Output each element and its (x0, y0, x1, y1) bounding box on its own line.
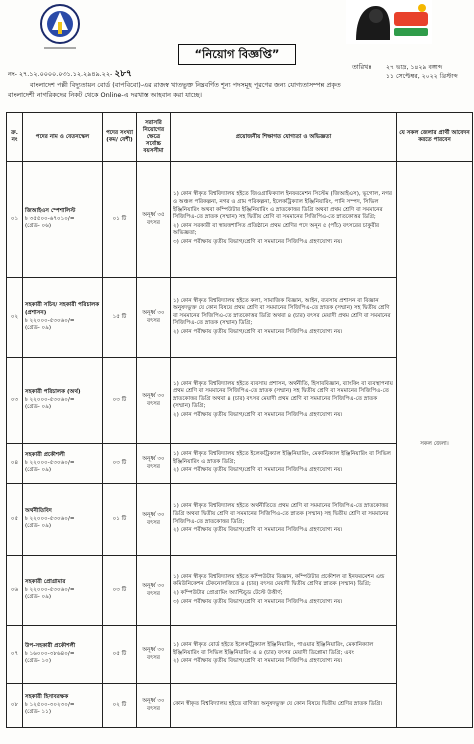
serial-cell: ০৬ (7, 556, 23, 626)
qualification-item: ৩) কোন পরীক্ষায় তৃতীয় বিভাগ/শ্রেণি বা সমমানের সিজিপিএ গ্রহণযোগ্য নয়। (173, 238, 343, 245)
table-row (7, 162, 473, 278)
age-limit-cell: অনূর্ধ্ব ৩০ বৎসর (137, 358, 171, 444)
post-count-cell: ০১ টি (103, 162, 137, 278)
post-count-cell: ০৫ টি (103, 626, 137, 684)
eligible-districts-cell: সকল জেলা। (397, 162, 473, 728)
date-label: তারিখঃ (352, 63, 372, 71)
serial-cell: ০৮ (7, 684, 23, 728)
intro-line-2: বাংলাদেশী নাগরিকদের নিকট থেকে Online-এ দরখাস্ত আহবান করা যাচ্ছে। (8, 91, 202, 99)
post-count-cell: ০৩ টি (103, 556, 137, 626)
qualification-item: ২) কোন পরীক্ষায় তৃতীয় বিভাগ/শ্রেণি বা সমমানের সিজিপিএ গ্রহণযোগ্য নয়। (173, 467, 343, 474)
post-name: সহকারী প্রোগ্রামার (25, 579, 66, 586)
post-count-cell: ০১ টি (103, 484, 137, 556)
post-name: সহকারী পরিচালক (অর্থ) (25, 389, 81, 396)
intro-line-1: বাংলাদেশ পল্লী বিদ্যুতায়ন বোর্ড (বাপবিবো)-এর রাজস্ব খাতভুক্ত নিম্নবর্ণিত শূন্য পদসমূহ পূরণের জন্য যোগ্যতাসম্পন্ন প্রকৃত (30, 81, 341, 89)
notice-title: “নিয়োগ বিজ্ঞপ্তি” (178, 44, 296, 65)
pay-grade: (গ্রেড- ০৯) (25, 325, 52, 332)
qualification-cell (171, 684, 397, 728)
qualification-item: ২) কোন পরীক্ষায় তৃতীয় বিভাগ/শ্রেণি বা সমমানের সিজিপিএ গ্রহণযোগ্য নয়। (173, 328, 343, 335)
age-limit-cell: অনূর্ধ্ব ৩০ বৎসর (137, 484, 171, 556)
header-age: সরাসরি নিয়োগের ক্ষেত্রে সর্বোচ্চ বয়সসীমা (137, 113, 171, 162)
post-count-cell: ০৩ টি (103, 358, 137, 444)
serial-cell: ০২ (7, 278, 23, 358)
posts-table (6, 112, 473, 728)
post-name: অর্থনীতিবিদ (25, 508, 52, 515)
serial-cell: ০৩ (7, 358, 23, 444)
post-count-cell: ১৫ টি (103, 278, 137, 358)
post-cell (23, 556, 103, 626)
post-cell (23, 162, 103, 278)
pay-grade: (গ্রেড- ১১) (25, 709, 51, 716)
qualification-item: ২) কোন পরীক্ষায় তৃতীয় বিভাগ/শ্রেণি বা সমমানের সিজিপিএ গ্রহণযোগ্য নয়। (173, 411, 343, 418)
qualification-cell (171, 484, 397, 556)
pay-scale: ৳ ১২৫০০-৩০২৩০/= (25, 701, 75, 708)
qualification-item: কোন স্বীকৃত বিশ্ববিদ্যালয় হইতে বাণিজ্য অনুষদভুক্ত যে কোন বিষয়ে দ্বিতীয় শ্রেণির স্নাতক ডিগ্রি। (173, 701, 383, 708)
qualification-item: ১) কোন স্বীকৃত বিশ্ববিদ্যালয় হইতে ব্যবসায় প্রশাসন, অর্থনীতি, হিসাববিজ্ঞান, ব্যাংকিং বা ব্যবস্থাপনায় প্রথম শ্রেণি বা সমমানের সিজিপিএ-তে স্নাতক (সম্মান) সহ দ্বিতীয় শ্রেণি বা সমমানের সিজিপিএ-তে স্নাতকোত্তর ডিগ্রি অথবা ৪ (চার) বৎসর মেয়াদী প্রথম শ্রেণি বা সমমানের সিজিপিএ-তে স্নাতক (সম্মান) ডিগ্রি; (173, 380, 393, 410)
qualification-item: ২) কোন সরকারী বা স্বায়ত্তশাসিত প্রতিষ্ঠানে প্রথম শ্রেণির পদে অনূন ৫ (পাঁচ) বৎসরের চাকুরীর অভিজ্ঞতা; (173, 222, 380, 237)
date-bangla: ২৭ ভাদ্র, ১৪২৯ বঙ্গাব্দ (386, 64, 443, 71)
qualification-item: ১) কোন স্বীকৃত বোর্ড হইতে ইলেকট্রিক্যাল ইঞ্জিনিয়ারিং, পাওয়ার ইঞ্জিনিয়ারিং, মেকানিক্যাল ইঞ্জিনিয়ারিং বা সিভিল ইঞ্জিনিয়ারিং এ ৪ (চার) বৎসর মেয়াদী ডিপ্লোমা ডিগ্রি; এবং (173, 642, 374, 656)
qualification-item: ১) কোন স্বীকৃত বিশ্ববিদ্যালয় হইতে অর্থনীতিতে প্রথম শ্রেণি বা সমমানের সিজিপিএ-তে স্নাতকোত্তর ডিগ্রি অথবা দ্বিতীয় শ্রেণি বা সমমানের সিজিপিএ-তে স্নাতক (সম্মান) সহ দ্বিতীয় শ্রেণি বা সমমানের সিজিপিএ-তে স্নাতকোত্তর ডিগ্রি; (173, 503, 389, 525)
post-name: জিআইএস স্পেশালিস্ট (25, 208, 76, 215)
post-count-cell: ০৩ টি (103, 444, 137, 484)
post-name: সহকারী সচিব/ সহকারী পরিচালক (প্রশাসন) (25, 302, 100, 316)
date-gregorian: ১১ সেপ্টেম্বর, ২০২২ খ্রিস্টাব্দ (386, 73, 458, 80)
memo-number: ২৮৭ (114, 69, 132, 79)
qualification-item: ১) কোন স্বীকৃত বিশ্ববিদ্যালয় হইতে জিওগ্রাফিক্যাল ইনফরমেশন সিস্টেম (জিআইএস), ভূগোল, নগর ও অঞ্চল পরিকল্পনা, নগর ও গ্রাম পরিকল্পনা, ইলেকট্রিক্যাল ইঞ্জিনিয়ারিং, পানি সম্পদ, সিভিল ইঞ্জিনিয়ারিং অথবা কম্পিউটার ইঞ্জিনিয়ারিং এ স্নাতকোত্তর ডিগ্রি অথবা প্রথম শ্রেণি বা সমমানের সিজিপিএ-তে স্নাতক (সম্মান) সহ দ্বিতীয় শ্রেণি বা সমমানের সিজিপিএ-তে স্নাতকোত্তর ডিগ্রি; (173, 191, 392, 221)
qualification-item: ১) কোন স্বীকৃত বিশ্ববিদ্যালয় হইতে ইলেকট্রিক্যাল ইঞ্জিনিয়ারিং, মেকানিক্যাল ইঞ্জিনিয়ারিং বা সিভিল ইঞ্জিনিয়ারিং এ স্নাতক ডিগ্রি; (173, 451, 391, 465)
table-body (7, 162, 473, 728)
header-serial: ক্র. নং (7, 113, 23, 162)
post-name: সহকারী হিসাবরক্ষক (25, 694, 69, 701)
post-name: উপ-সহকারী প্রকৌশলী (25, 643, 76, 650)
memo-reference (8, 66, 132, 81)
post-cell (23, 484, 103, 556)
age-limit-cell: অনূর্ধ্ব ৩০ বৎসর (137, 556, 171, 626)
qualification-cell (171, 556, 397, 626)
post-cell (23, 278, 103, 358)
reb-logo (38, 2, 82, 52)
header-count: পদের সংখ্যা (কম/ বেশী) (103, 113, 137, 162)
serial-cell: ০৫ (7, 484, 23, 556)
header-post: পদের নাম ও বেতনস্কেল (23, 113, 103, 162)
pay-scale: ৳ ২২০০০-৫৩০৬০/= (25, 459, 75, 466)
serial-cell: ০৭ (7, 626, 23, 684)
header-qualification: প্রয়োজনীয় শিক্ষাগত যোগ্যতা ও অভিজ্ঞতা (171, 113, 397, 162)
qualification-item: ১) কোন স্বীকৃত বিশ্ববিদ্যালয় হইতে কলা, সামাজিক বিজ্ঞান, আইন, ব্যবসায় প্রশাসন বা বিজ্ঞান অনুষদভুক্ত যে কোন বিষয়ে প্রথম শ্রেণি বা সমমানের সিজিপিএ-তে স্নাতক (সম্মান) সহ দ্বিতীয় শ্রেণি বা সমমানের সিজিপিএ-তে স্নাতকোত্তর ডিগ্রি অথবা ৪ (চার) বৎসর মেয়াদী প্রথম শ্রেণি বা সমমানের সিজিপিএ-তে স্নাতক (সম্মান) ডিগ্রি; (173, 297, 391, 327)
pay-scale: ৳ ১৬০০০-৩৮৬৪০/= (25, 650, 75, 657)
age-limit-cell: অনূর্ধ্ব ৩০ বৎসর (137, 684, 171, 728)
qualification-cell (171, 278, 397, 358)
pay-scale: ৳ ২২০০০-৫৩০৬০/= (25, 515, 75, 522)
pay-scale: ৳ ৩৫৫০০-৬৭০১০/= (25, 215, 75, 222)
post-cell (23, 684, 103, 728)
age-limit-cell: অনূর্ধ্ব ৩০ বৎসর (137, 626, 171, 684)
pay-scale: ৳ ২২০০০-৫৩০৬০/= (25, 317, 75, 324)
memo-label: নং- ২৭.১২.০০০০.০৩১.১২.২৯৪৯.২২- (8, 70, 113, 78)
age-limit-cell: অনূর্ধ্ব ৩০ বৎসর (137, 278, 171, 358)
age-limit-cell: অনূর্ধ্ব ৩৫ বৎসর (137, 162, 171, 278)
qualification-item: ২) কোন পরীক্ষায় তৃতীয় বিভাগ/শ্রেণি বা সমমানের সিজিপিএ গ্রহণযোগ্য নয়। (173, 527, 343, 534)
qualification-item: ৩) কোন পরীক্ষায় তৃতীয় বিভাগ/শ্রেণি বা সমমানের সিজিপিএ গ্রহণযোগ্য নয়। (173, 598, 343, 605)
qualification-item: ১) কোন স্বীকৃত বিশ্ববিদ্যালয় হইতে কম্পিউটার বিজ্ঞান, কম্পিউটার প্রকৌশল বা ইনফরমেশন এন্ড কমিউনিকেশন টেকনোলজিতে ৪ (চার) বৎসর মেয়াদী দ্বিতীয় শ্রেণির স্নাতক (সম্মান) ডিগ্রি; (173, 573, 385, 588)
table-header-row (7, 113, 473, 162)
pay-grade: (গ্রেড- ০৯) (25, 594, 52, 601)
pay-grade: (গ্রেড- ০৯) (25, 467, 52, 474)
qualification-cell (171, 444, 397, 484)
qualification-cell (171, 162, 397, 278)
header-districts: যে সকল জেলার প্রার্থী আবেদন করতে পারবেন (397, 113, 473, 162)
pay-grade: (গ্রেড- ০৬) (25, 223, 52, 230)
post-cell (23, 444, 103, 484)
post-cell (23, 626, 103, 684)
post-cell (23, 358, 103, 444)
pay-grade: (গ্রেড- ০৯) (25, 523, 52, 530)
qualification-cell (171, 358, 397, 444)
qualification-cell (171, 626, 397, 684)
qualification-item: ২) কোন পরীক্ষায় তৃতীয় বিভাগ/শ্রেণি বা সমমানের সিজিপিএ গ্রহণযোগ্য নয়। (173, 658, 343, 665)
post-count-cell: ০২ টি (103, 684, 137, 728)
mujib-borsho-logo (346, 0, 432, 44)
serial-cell: ০১ (7, 162, 23, 278)
pay-grade: (গ্রেড- ১০) (25, 658, 52, 665)
pay-scale: ৳ ২২০০০-৫৩০৬০/= (25, 396, 75, 403)
pay-grade: (গ্রেড- ০৯) (25, 404, 52, 411)
pay-scale: ৳ ২২০০০-৫৩০৬০/= (25, 586, 75, 593)
serial-cell: ০৪ (7, 444, 23, 484)
qualification-item: ২) কম্পিউটার প্রোগ্রামিং অ্যাপ্টিচুড টেস্টে উত্তীর্ণ; (173, 590, 283, 596)
age-limit-cell: অনূর্ধ্ব ৩০ বৎসর (137, 444, 171, 484)
post-name: সহকারী প্রকৌশলী (25, 452, 65, 459)
